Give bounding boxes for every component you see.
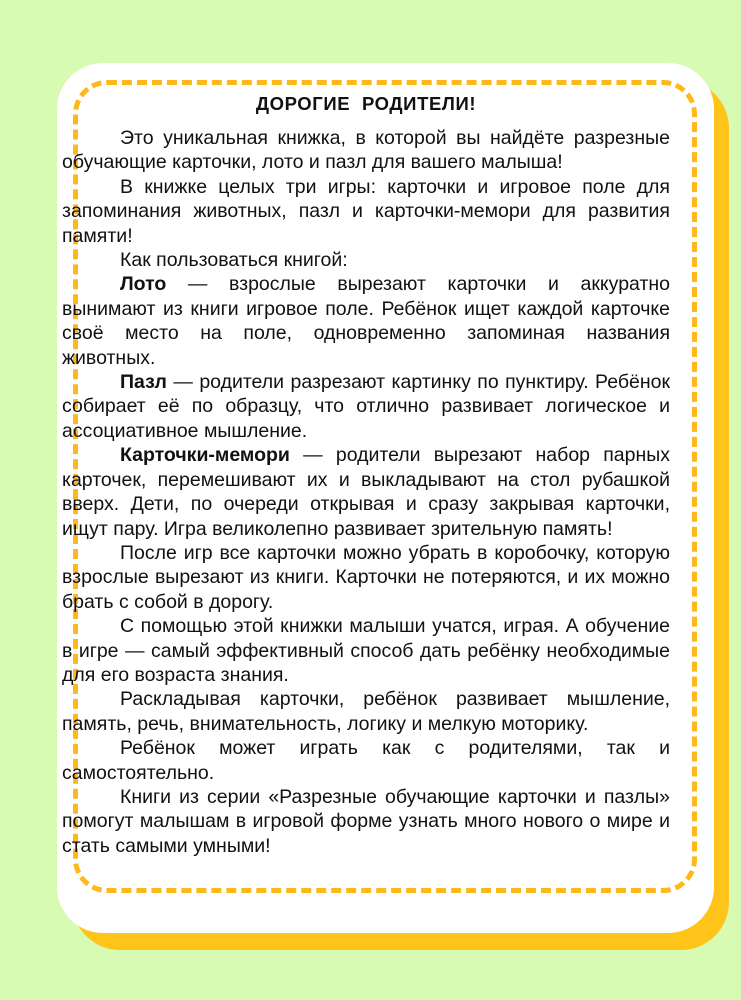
paragraph-memory-text: — родители вырезают набор парных карточек, перемешивают их и выкладывают на стол рубашкой вверх. Дети, по очереди открывая и сразу закрывая карточки, ищут пару. Игра великолепно развивает зрительную память! bbox=[62, 444, 670, 540]
paragraph-how-to-use: Как пользоваться книгой: bbox=[120, 249, 348, 272]
paragraph-intro: Это уникальная книжка, в которой вы найдёте разрезные обучающие карточки, лото и пазл для вашего малыша! bbox=[62, 127, 670, 174]
term-memory: Карточки-мемори bbox=[120, 444, 290, 467]
paragraph-learning: С помощью этой книжки малыши учатся, играя. А обучение в игре — самый эффективный способ дать ребёнку необходимые для его возраста знания. bbox=[62, 615, 670, 686]
letter-content bbox=[62, 92, 670, 858]
paragraph-series: Книги из серии «Разрезные обучающие карточки и пазлы» помогут малышам в игровой форме узнать много нового о мире и стать самыми умными! bbox=[62, 785, 670, 857]
paragraph-loto bbox=[62, 272, 670, 370]
term-loto: Лото bbox=[120, 273, 167, 296]
paragraph-after-games: После игр все карточки можно убрать в коробочку, которую взрослые вырезают из книги. Карточки не потеряются, и их можно брать с собой в дорогу. bbox=[62, 541, 670, 613]
term-puzzle: Пазл bbox=[120, 371, 167, 394]
paragraph-memory bbox=[62, 443, 670, 541]
paragraph-play-alone: Ребёнок может играть как с родителями, так и самостоятельно. bbox=[62, 737, 670, 784]
page-title: ДОРОГИЕ РОДИТЕЛИ! bbox=[255, 93, 477, 114]
paragraph-puzzle-text: — родители разрезают картинку по пунктиру. Ребёнок собирает её по образцу, что отлично развивает логическое и ассоциативное мышление. bbox=[62, 371, 670, 442]
paragraph-puzzle bbox=[62, 370, 670, 443]
paragraph-three-games: В книжке целых три игры: карточки и игровое поле для запоминания животных, пазл и карточки-мемори для развития памяти! bbox=[62, 175, 670, 247]
paragraph-loto-text: — взрослые вырезают карточки и аккуратно вынимают из книги игровое поле. Ребёнок ищет каждой карточке своё место на поле, одновременно запоминая названия животных. bbox=[62, 273, 670, 369]
paragraph-skills: Раскладывая карточки, ребёнок развивает мышление, память, речь, внимательность, логику и мелкую моторику. bbox=[62, 688, 670, 735]
